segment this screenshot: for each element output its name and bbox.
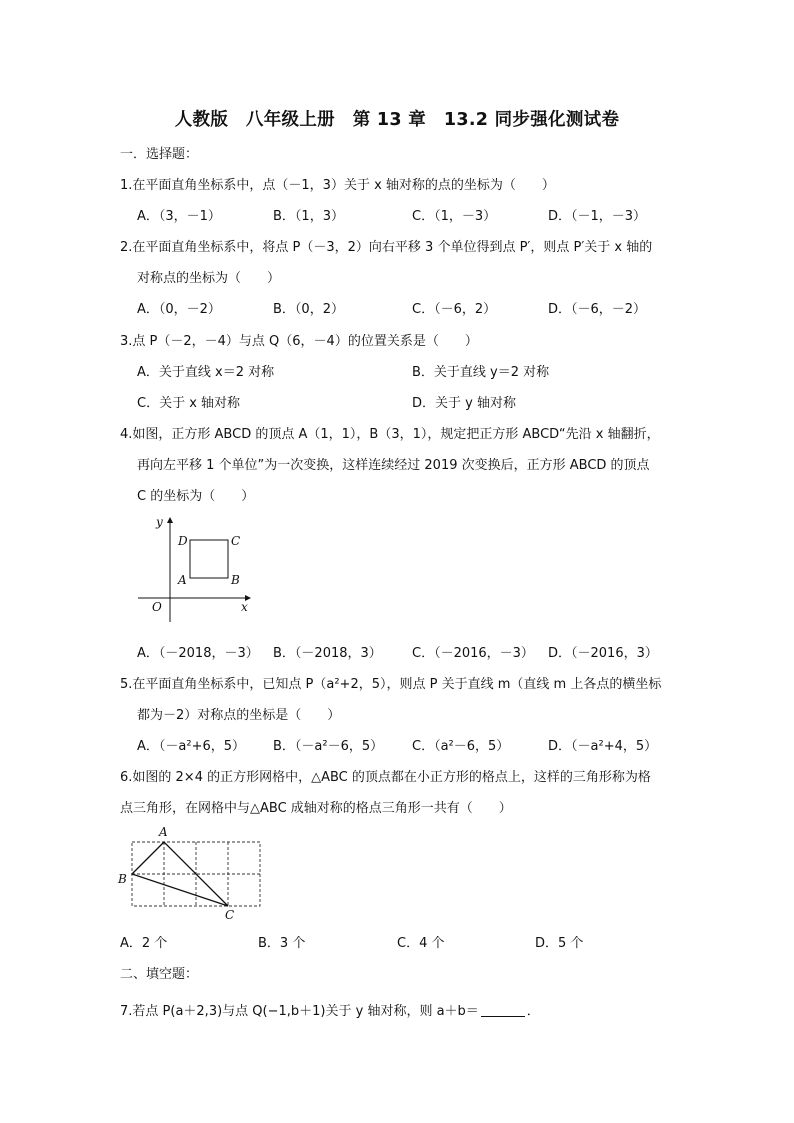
question-2-option-c: C．（－6，2） bbox=[412, 302, 497, 317]
question-4-stem-line-1: 4.如图，正方形 ABCD 的顶点 A（1，1），B（3，1），规定把正方形 ABCD“先沿 x 轴翻折， bbox=[120, 427, 660, 442]
question-6-stem-line-1: 6.如图的 2×4 的正方形网格中，△ABC 的顶点都在小正方形的格点上，这样的三角形称为格 bbox=[120, 770, 651, 785]
section-heading-choice: 一．选择题： bbox=[120, 147, 199, 162]
question-4-option-c: C．（－2016，－3） bbox=[412, 646, 534, 661]
question-1-option-a: A．（3，－1） bbox=[137, 209, 221, 224]
section-heading-fill: 二、填空题： bbox=[120, 967, 199, 982]
vertex-label-c: C bbox=[225, 908, 235, 922]
question-4-option-a: A．（－2018，－3） bbox=[137, 646, 259, 661]
question-6-stem-line-2: 点三角形，在网格中与△ABC 成轴对称的格点三角形一共有（ ） bbox=[120, 801, 512, 816]
question-2-option-b: B．（0，2） bbox=[273, 302, 344, 317]
question-2-stem-line-1: 2.在平面直角坐标系中，将点 P（－3，2）向右平移 3 个单位得到点 P′，则点 P′关于 x 轴的 bbox=[120, 240, 653, 255]
question-7 bbox=[120, 1004, 540, 1020]
question-5-stem-line-2: 都为－2）对称点的坐标是（ ） bbox=[137, 708, 341, 723]
question-4-figure bbox=[130, 512, 270, 627]
question-4-stem-line-3: C 的坐标为（ ） bbox=[137, 489, 255, 504]
question-1-option-d: D．（－1，－3） bbox=[548, 209, 647, 224]
question-4-stem-line-2: 再向左平移 1 个单位”为一次变换，这样连续经过 2019 次变换后，正方形 ABCD 的顶点 bbox=[137, 458, 650, 473]
question-7-text: 7.若点 P(a＋2,3)与点 Q(−1,b＋1)关于 y 轴对称，则 a＋b＝ bbox=[120, 1004, 479, 1019]
question-1-stem: 1.在平面直角坐标系中，点（－1，3）关于 x 轴对称的点的坐标为（ ） bbox=[120, 178, 555, 193]
vertex-label-c: C bbox=[231, 534, 241, 548]
question-5-option-a: A．（－a²+6，5） bbox=[137, 739, 246, 754]
square-abcd bbox=[190, 540, 228, 578]
question-6-option-d: D．5 个 bbox=[535, 936, 584, 951]
answer-blank bbox=[481, 1004, 525, 1017]
vertex-label-b: B bbox=[118, 872, 127, 886]
question-1-option-c: C．（1，－3） bbox=[412, 209, 497, 224]
question-5-option-d: D．（－a²+4，5） bbox=[548, 739, 658, 754]
origin-label: O bbox=[152, 600, 162, 614]
question-6-figure bbox=[115, 822, 265, 922]
question-3-option-a: A．关于直线 x＝2 对称 bbox=[137, 365, 275, 380]
question-2-option-a: A．（0，－2） bbox=[137, 302, 221, 317]
vertex-label-d: D bbox=[178, 534, 188, 548]
page-title: 人教版 八年级上册 第 13 章 13.2 同步强化测试卷 bbox=[174, 110, 620, 130]
question-5-option-c: C．（a²－6，5） bbox=[412, 739, 510, 754]
question-6-option-b: B．3 个 bbox=[258, 936, 306, 951]
question-3-option-c: C．关于 x 轴对称 bbox=[137, 396, 241, 411]
question-1-option-b: B．（1，3） bbox=[273, 209, 344, 224]
question-2-option-d: D．（－6，－2） bbox=[548, 302, 647, 317]
question-3-option-d: D．关于 y 轴对称 bbox=[412, 396, 516, 411]
question-6-option-a: A．2 个 bbox=[120, 936, 168, 951]
question-4-option-b: B．（－2018，3） bbox=[273, 646, 382, 661]
question-5-option-b: B．（－a²－6，5） bbox=[273, 739, 384, 754]
question-3-stem: 3.点 P（－2，－4）与点 Q（6，－4）的位置关系是（ ） bbox=[120, 334, 478, 349]
question-6-option-c: C．4 个 bbox=[397, 936, 445, 951]
x-axis-label: x bbox=[241, 600, 248, 614]
question-3-option-b: B．关于直线 y＝2 对称 bbox=[412, 365, 550, 380]
vertex-label-a: A bbox=[178, 573, 187, 587]
question-5-stem-line-1: 5.在平面直角坐标系中，已知点 P（a²+2，5），则点 P 关于直线 m（直线 m 上各点的横坐标 bbox=[120, 677, 662, 692]
vertex-label-b: B bbox=[231, 573, 240, 587]
question-7-end: ． bbox=[526, 1004, 540, 1019]
vertex-label-a: A bbox=[159, 825, 168, 839]
y-axis-label: y bbox=[156, 515, 163, 529]
question-2-stem-line-2: 对称点的坐标为（ ） bbox=[137, 271, 281, 286]
question-4-option-d: D．（－2016，3） bbox=[548, 646, 658, 661]
